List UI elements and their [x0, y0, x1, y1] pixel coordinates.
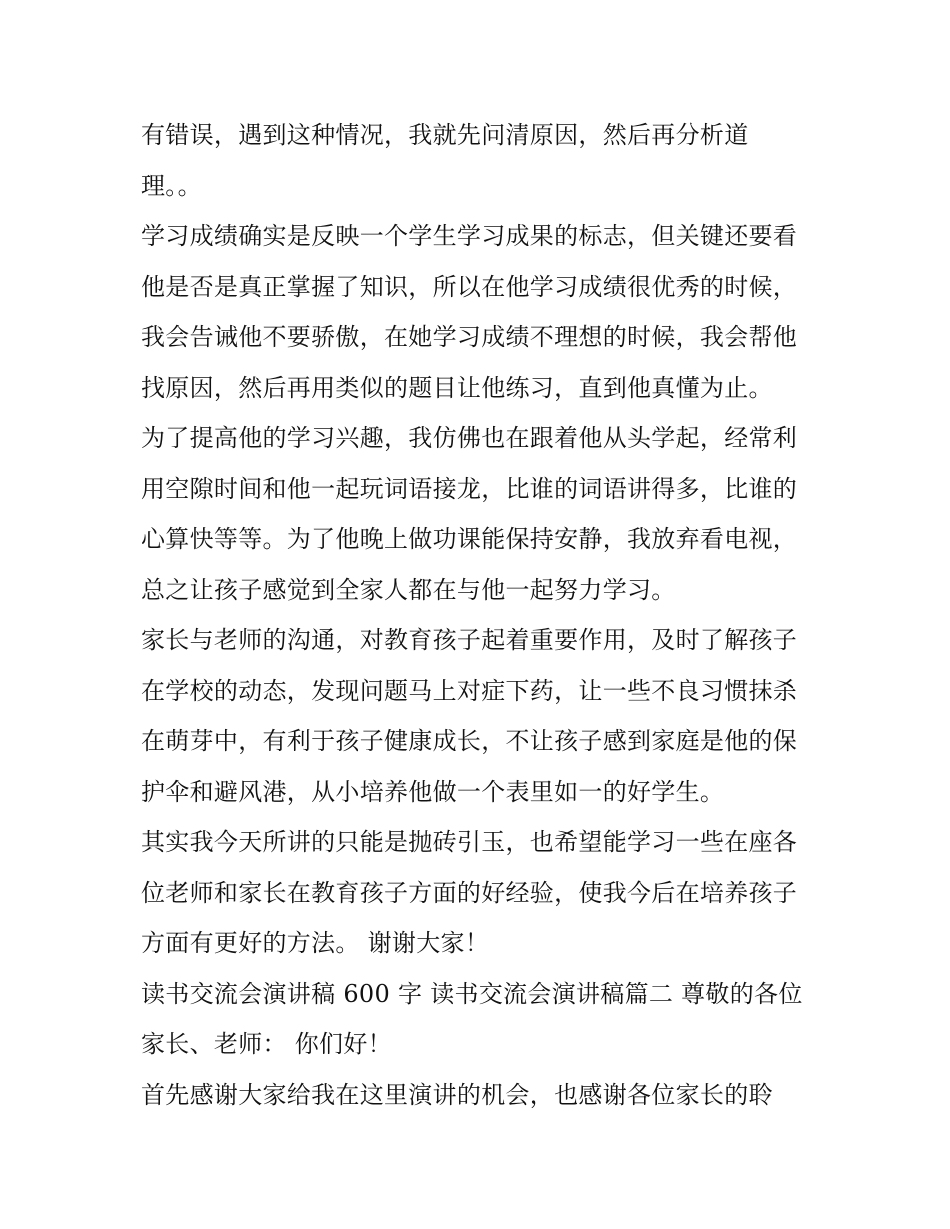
text-line: 方面有更好的方法。 谢谢大家！ [141, 929, 490, 957]
text-line: 为了提高他的学习兴趣，我仿佛也在跟着他从头学起，经常利 [141, 424, 798, 452]
text-line: 找原因，然后再用类似的题目让他练习，直到他真懂为止。 [141, 373, 773, 402]
text-line: 心算快等等。为了他晚上做功课能保持安静，我放弃看电视， [141, 525, 798, 553]
text-line: 首先感谢大家给我在这里演讲的机会，也感谢各位家长的聆 [141, 1080, 773, 1109]
text-line: 我会告诫他不要骄傲，在她学习成绩不理想的时候，我会帮他 [141, 323, 798, 351]
text-line: 总之让孩子感觉到全家人都在与他一起努力学习。 [141, 575, 676, 604]
text-line: 理。。 [141, 171, 202, 200]
text-line: 在学校的动态，发现问题马上对症下药，让一些不良习惯抹杀 [141, 676, 798, 705]
text-line: 他是否是真正掌握了知识，所以在他学习成绩很优秀的时候， [141, 272, 798, 301]
text-line: 有错误，遇到这种情况，我就先问清原因，然后再分析道 [141, 121, 749, 149]
text-line: 其实我今天所讲的只能是抛砖引玉，也希望能学习一些在座各 [141, 828, 798, 856]
text-line: 家长与老师的沟通，对教育孩子起着重要作用，及时了解孩子 [141, 626, 798, 654]
text-line: 护伞和避风港，从小培养他做一个表里如一的好学生。 [141, 777, 725, 806]
text-line: 家长、老师： 你们好！ [141, 1030, 392, 1058]
text-line: 位老师和家长在教育孩子方面的好经验，使我今后在培养孩子 [141, 878, 798, 907]
text-line: 用空隙时间和他一起玩词语接龙，比谁的词语讲得多，比谁的 [141, 474, 798, 503]
text-line: 在萌芽中，有利于孩子健康成长，不让孩子感到家庭是他的保 [141, 727, 798, 755]
text-line: 学习成绩确实是反映一个学生学习成果的标志，但关键还要看 [141, 222, 798, 250]
document-body [141, 110, 821, 1120]
text-line: 读书交流会演讲稿 600 字 读书交流会演讲稿篇二 尊敬的各位 [141, 979, 803, 1008]
